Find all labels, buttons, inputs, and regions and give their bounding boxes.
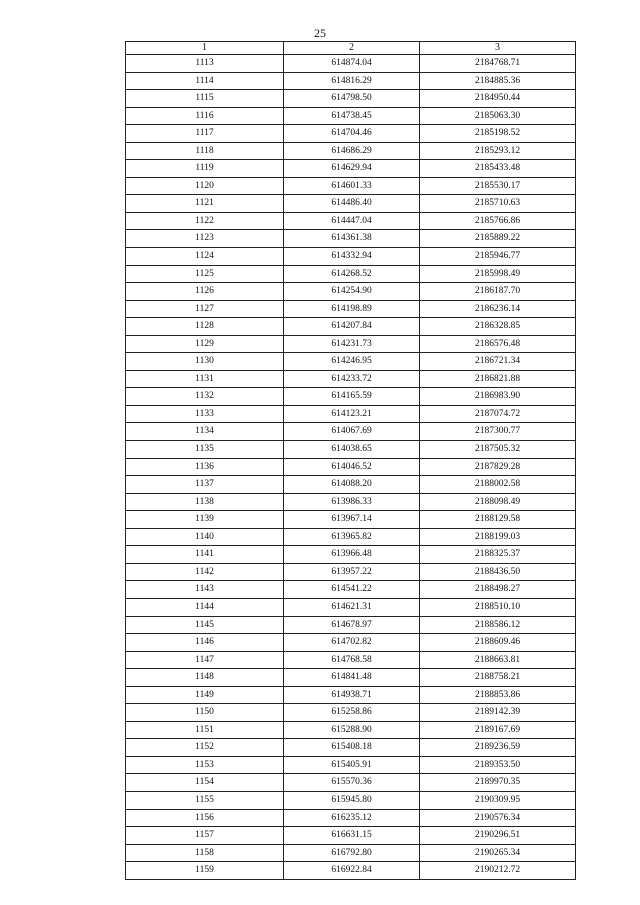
table-row bbox=[126, 827, 576, 845]
table-row bbox=[126, 195, 576, 213]
table-row bbox=[126, 546, 576, 564]
table-cell-col-3: 2186328.85 bbox=[420, 318, 576, 336]
table-cell-col-3: 2186721.34 bbox=[420, 353, 576, 371]
table-row bbox=[126, 265, 576, 283]
table-cell-col-1: 1120 bbox=[126, 177, 284, 195]
table-cell-col-3: 2185946.77 bbox=[420, 248, 576, 266]
table-cell-col-2: 614678.97 bbox=[284, 616, 420, 634]
table-cell-col-1: 1135 bbox=[126, 441, 284, 459]
table-cell-col-3: 2188853.86 bbox=[420, 686, 576, 704]
table-cell-col-1: 1149 bbox=[126, 686, 284, 704]
table-cell-col-1: 1132 bbox=[126, 388, 284, 406]
table-cell-col-2: 615945.80 bbox=[284, 791, 420, 809]
table-cell-col-2: 614938.71 bbox=[284, 686, 420, 704]
table-cell-col-2: 616922.84 bbox=[284, 862, 420, 880]
table-cell-col-1: 1126 bbox=[126, 283, 284, 301]
table-cell-col-2: 616792.80 bbox=[284, 844, 420, 862]
table-cell-col-3: 2190296.51 bbox=[420, 827, 576, 845]
table-row bbox=[126, 686, 576, 704]
table-row bbox=[126, 809, 576, 827]
table-cell-col-3: 2187505.32 bbox=[420, 441, 576, 459]
table-cell-col-2: 614601.33 bbox=[284, 177, 420, 195]
table-cell-col-3: 2187074.72 bbox=[420, 405, 576, 423]
table-row bbox=[126, 177, 576, 195]
table-row bbox=[126, 212, 576, 230]
table-row bbox=[126, 90, 576, 108]
table-row bbox=[126, 791, 576, 809]
table-cell-col-2: 614621.31 bbox=[284, 598, 420, 616]
table-cell-col-3: 2190309.95 bbox=[420, 791, 576, 809]
table-cell-col-3: 2185530.17 bbox=[420, 177, 576, 195]
table-row bbox=[126, 511, 576, 529]
table-row bbox=[126, 721, 576, 739]
table-cell-col-1: 1121 bbox=[126, 195, 284, 213]
table-cell-col-1: 1138 bbox=[126, 493, 284, 511]
table-cell-col-1: 1118 bbox=[126, 142, 284, 160]
table-cell-col-1: 1131 bbox=[126, 370, 284, 388]
table-cell-col-2: 614816.29 bbox=[284, 72, 420, 90]
table-cell-col-1: 1151 bbox=[126, 721, 284, 739]
table-row bbox=[126, 388, 576, 406]
table-row bbox=[126, 160, 576, 178]
table-cell-col-2: 614123.21 bbox=[284, 405, 420, 423]
table-cell-col-2: 614768.58 bbox=[284, 651, 420, 669]
table-cell-col-1: 1148 bbox=[126, 669, 284, 687]
table-cell-col-3: 2184950.44 bbox=[420, 90, 576, 108]
table-header bbox=[126, 42, 576, 55]
table-cell-col-2: 615288.90 bbox=[284, 721, 420, 739]
table-cell-col-3: 2188586.12 bbox=[420, 616, 576, 634]
table-cell-col-1: 1141 bbox=[126, 546, 284, 564]
table-row bbox=[126, 476, 576, 494]
table-cell-col-2: 614874.04 bbox=[284, 55, 420, 73]
table-row bbox=[126, 844, 576, 862]
table-row bbox=[126, 318, 576, 336]
table-cell-col-1: 1130 bbox=[126, 353, 284, 371]
table-cell-col-2: 615258.86 bbox=[284, 704, 420, 722]
table-cell-col-3: 2189970.35 bbox=[420, 774, 576, 792]
table-cell-col-1: 1116 bbox=[126, 107, 284, 125]
table-row bbox=[126, 335, 576, 353]
table-cell-col-2: 614798.50 bbox=[284, 90, 420, 108]
table-cell-col-1: 1153 bbox=[126, 756, 284, 774]
table-cell-col-1: 1114 bbox=[126, 72, 284, 90]
table-cell-col-3: 2186983.90 bbox=[420, 388, 576, 406]
table-cell-col-2: 614361.38 bbox=[284, 230, 420, 248]
table-cell-col-1: 1127 bbox=[126, 300, 284, 318]
table-cell-col-1: 1133 bbox=[126, 405, 284, 423]
table-cell-col-3: 2188199.03 bbox=[420, 528, 576, 546]
table-cell-col-3: 2188129.58 bbox=[420, 511, 576, 529]
table-cell-col-2: 614165.59 bbox=[284, 388, 420, 406]
table-row bbox=[126, 739, 576, 757]
table-row bbox=[126, 55, 576, 73]
table-row bbox=[126, 300, 576, 318]
table-row bbox=[126, 616, 576, 634]
table-cell-col-3: 2185710.63 bbox=[420, 195, 576, 213]
table-cell-col-2: 613965.82 bbox=[284, 528, 420, 546]
table-cell-col-3: 2185766.86 bbox=[420, 212, 576, 230]
table-cell-col-3: 2186236.14 bbox=[420, 300, 576, 318]
table-row bbox=[126, 528, 576, 546]
table-cell-col-1: 1129 bbox=[126, 335, 284, 353]
table-cell-col-3: 2188498.27 bbox=[420, 581, 576, 599]
table-cell-col-3: 2187300.77 bbox=[420, 423, 576, 441]
table-row bbox=[126, 669, 576, 687]
table-cell-col-2: 614038.65 bbox=[284, 441, 420, 459]
table-cell-col-1: 1156 bbox=[126, 809, 284, 827]
table-cell-col-3: 2185293.12 bbox=[420, 142, 576, 160]
table-cell-col-1: 1154 bbox=[126, 774, 284, 792]
table-cell-col-2: 614088.20 bbox=[284, 476, 420, 494]
table-cell-col-1: 1122 bbox=[126, 212, 284, 230]
table-row bbox=[126, 125, 576, 143]
table-cell-col-1: 1145 bbox=[126, 616, 284, 634]
table-cell-col-3: 2190576.34 bbox=[420, 809, 576, 827]
table-row bbox=[126, 441, 576, 459]
table-cell-col-3: 2184768.71 bbox=[420, 55, 576, 73]
table-cell-col-1: 1123 bbox=[126, 230, 284, 248]
column-header-3: 3 bbox=[420, 42, 576, 55]
table-cell-col-3: 2188663.81 bbox=[420, 651, 576, 669]
table-cell-col-3: 2186187.70 bbox=[420, 283, 576, 301]
table-cell-col-2: 614704.46 bbox=[284, 125, 420, 143]
table-cell-col-2: 614738.45 bbox=[284, 107, 420, 125]
table-cell-col-3: 2185433.48 bbox=[420, 160, 576, 178]
table-cell-col-1: 1159 bbox=[126, 862, 284, 880]
table-row bbox=[126, 370, 576, 388]
column-header-2: 2 bbox=[284, 42, 420, 55]
table-cell-col-2: 614702.82 bbox=[284, 634, 420, 652]
table-cell-col-2: 614233.72 bbox=[284, 370, 420, 388]
table-cell-col-2: 613967.14 bbox=[284, 511, 420, 529]
table-row bbox=[126, 230, 576, 248]
table-cell-col-2: 614067.69 bbox=[284, 423, 420, 441]
table-cell-col-1: 1137 bbox=[126, 476, 284, 494]
table-row bbox=[126, 72, 576, 90]
table-cell-col-2: 614207.84 bbox=[284, 318, 420, 336]
table-row bbox=[126, 581, 576, 599]
table-cell-col-2: 614629.94 bbox=[284, 160, 420, 178]
table-cell-col-3: 2188758.21 bbox=[420, 669, 576, 687]
table-cell-col-2: 614231.73 bbox=[284, 335, 420, 353]
table-cell-col-3: 2189167.69 bbox=[420, 721, 576, 739]
table-cell-col-1: 1144 bbox=[126, 598, 284, 616]
table-cell-col-1: 1134 bbox=[126, 423, 284, 441]
table-cell-col-2: 614841.48 bbox=[284, 669, 420, 687]
table-cell-col-1: 1125 bbox=[126, 265, 284, 283]
table-cell-col-2: 614686.29 bbox=[284, 142, 420, 160]
table-cell-col-2: 616235.12 bbox=[284, 809, 420, 827]
table-cell-col-3: 2185063.30 bbox=[420, 107, 576, 125]
table-cell-col-2: 614332.94 bbox=[284, 248, 420, 266]
table-cell-col-3: 2186821.88 bbox=[420, 370, 576, 388]
table-cell-col-2: 614246.95 bbox=[284, 353, 420, 371]
table-row bbox=[126, 634, 576, 652]
table-cell-col-3: 2189353.50 bbox=[420, 756, 576, 774]
table-cell-col-2: 615570.36 bbox=[284, 774, 420, 792]
table-cell-col-3: 2185889.22 bbox=[420, 230, 576, 248]
table-cell-col-3: 2188098.49 bbox=[420, 493, 576, 511]
table-cell-col-3: 2185198.52 bbox=[420, 125, 576, 143]
table-cell-col-3: 2187829.28 bbox=[420, 458, 576, 476]
table-row bbox=[126, 353, 576, 371]
table-cell-col-2: 615408.18 bbox=[284, 739, 420, 757]
table-row bbox=[126, 142, 576, 160]
header-row bbox=[126, 42, 576, 55]
table-row bbox=[126, 458, 576, 476]
table-row bbox=[126, 704, 576, 722]
table-cell-col-1: 1147 bbox=[126, 651, 284, 669]
table-body bbox=[126, 55, 576, 880]
table-cell-col-2: 615405.91 bbox=[284, 756, 420, 774]
table-row bbox=[126, 598, 576, 616]
table-row bbox=[126, 774, 576, 792]
table-row bbox=[126, 862, 576, 880]
table-cell-col-1: 1113 bbox=[126, 55, 284, 73]
table-cell-col-3: 2188002.58 bbox=[420, 476, 576, 494]
table-cell-col-1: 1139 bbox=[126, 511, 284, 529]
table-cell-col-2: 613986.33 bbox=[284, 493, 420, 511]
table-cell-col-3: 2186576.48 bbox=[420, 335, 576, 353]
table-cell-col-1: 1146 bbox=[126, 634, 284, 652]
table-cell-col-2: 614447.04 bbox=[284, 212, 420, 230]
table-row bbox=[126, 107, 576, 125]
table-cell-col-2: 614486.40 bbox=[284, 195, 420, 213]
table-row bbox=[126, 563, 576, 581]
table-cell-col-1: 1117 bbox=[126, 125, 284, 143]
table-cell-col-1: 1158 bbox=[126, 844, 284, 862]
table-row bbox=[126, 283, 576, 301]
table-cell-col-3: 2188510.10 bbox=[420, 598, 576, 616]
table-cell-col-2: 613957.22 bbox=[284, 563, 420, 581]
table-cell-col-3: 2190212.72 bbox=[420, 862, 576, 880]
table-cell-col-1: 1128 bbox=[126, 318, 284, 336]
table-cell-col-2: 613966.48 bbox=[284, 546, 420, 564]
page-number: 25 bbox=[314, 26, 326, 40]
table-cell-col-3: 2189142.39 bbox=[420, 704, 576, 722]
table-cell-col-1: 1152 bbox=[126, 739, 284, 757]
table-cell-col-1: 1136 bbox=[126, 458, 284, 476]
column-header-1: 1 bbox=[126, 42, 284, 55]
table-cell-col-1: 1143 bbox=[126, 581, 284, 599]
table-cell-col-2: 614541.22 bbox=[284, 581, 420, 599]
table-cell-col-1: 1115 bbox=[126, 90, 284, 108]
table-cell-col-2: 614198.89 bbox=[284, 300, 420, 318]
table-cell-col-3: 2188325.37 bbox=[420, 546, 576, 564]
table-cell-col-2: 614268.52 bbox=[284, 265, 420, 283]
table-cell-col-3: 2185998.49 bbox=[420, 265, 576, 283]
table-row bbox=[126, 248, 576, 266]
table-cell-col-3: 2184885.36 bbox=[420, 72, 576, 90]
table-cell-col-1: 1119 bbox=[126, 160, 284, 178]
table-row bbox=[126, 423, 576, 441]
table-cell-col-3: 2190265.34 bbox=[420, 844, 576, 862]
table-cell-col-1: 1142 bbox=[126, 563, 284, 581]
table-cell-col-3: 2188609.46 bbox=[420, 634, 576, 652]
coordinates-table bbox=[125, 41, 576, 880]
table-row bbox=[126, 405, 576, 423]
table-cell-col-1: 1157 bbox=[126, 827, 284, 845]
table-cell-col-1: 1150 bbox=[126, 704, 284, 722]
table-cell-col-2: 614046.52 bbox=[284, 458, 420, 476]
table-row bbox=[126, 756, 576, 774]
table-cell-col-3: 2189236.59 bbox=[420, 739, 576, 757]
table-cell-col-1: 1124 bbox=[126, 248, 284, 266]
table-cell-col-3: 2188436.50 bbox=[420, 563, 576, 581]
table-cell-col-2: 614254.90 bbox=[284, 283, 420, 301]
table-row bbox=[126, 651, 576, 669]
table-row bbox=[126, 493, 576, 511]
table-cell-col-1: 1140 bbox=[126, 528, 284, 546]
table-cell-col-2: 616631.15 bbox=[284, 827, 420, 845]
table-cell-col-1: 1155 bbox=[126, 791, 284, 809]
